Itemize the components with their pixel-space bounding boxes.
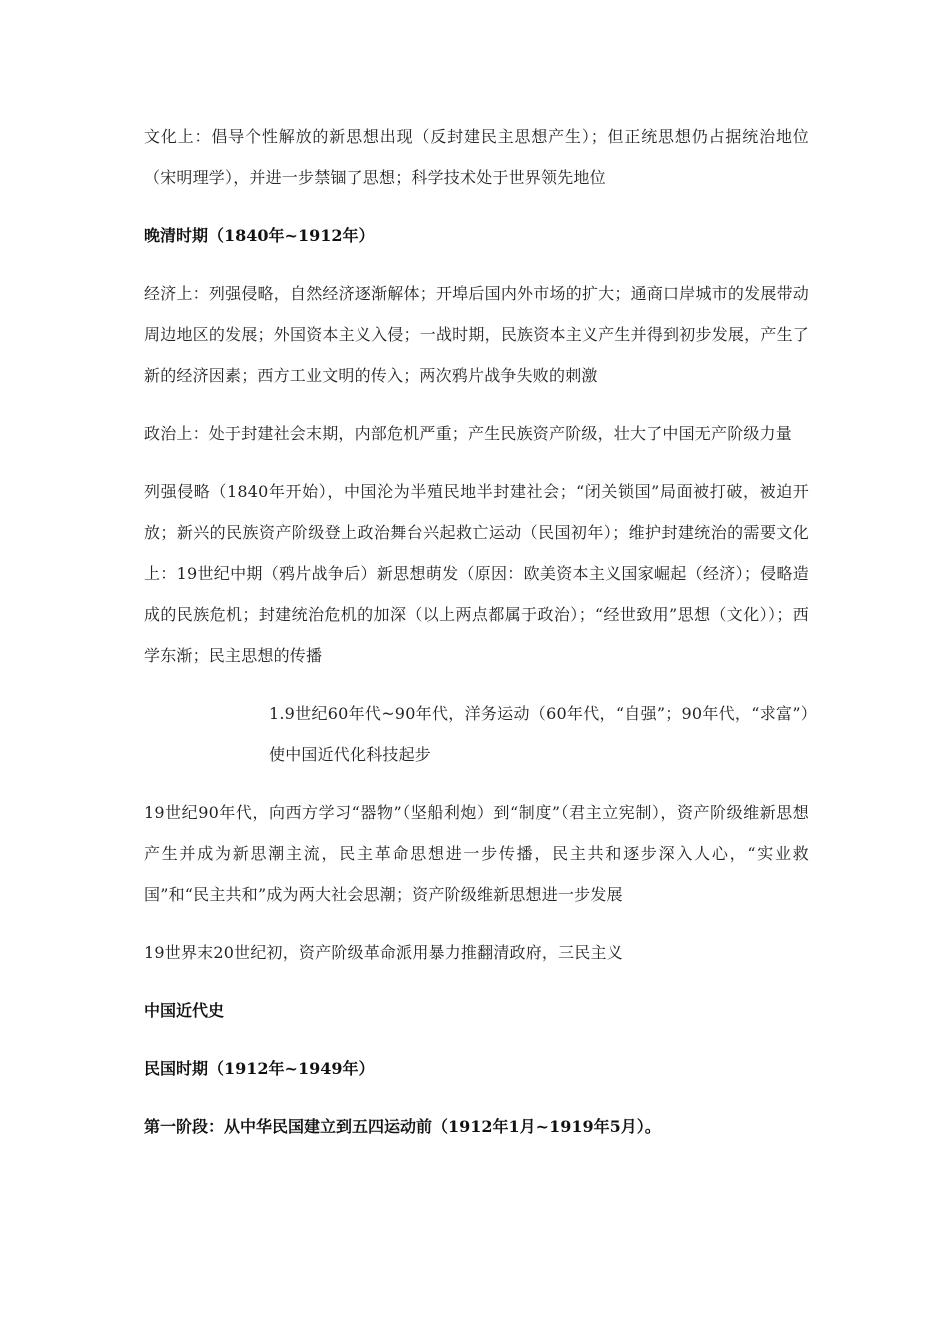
culture-paragraph: 文化上：倡导个性解放的新思想出现（反封建民主思想产生）；但正统思想仍占据统治地位（宋明理学），并进一步禁锢了思想；科学技术处于世界领先地位 (144, 127, 809, 187)
politics-paragraph: 政治上：处于封建社会末期，内部危机严重；产生民族资产阶级，壮大了中国无产阶级力量 (144, 424, 793, 443)
revolution-paragraph: 19世界末20世纪初，资产阶级革命派用暴力推翻清政府，三民主义 (144, 943, 623, 962)
section-heading-first-stage: 第一阶段：从中华民国建立到五四运动前（1912年1月~1919年5月）。 (144, 1117, 661, 1136)
self-strengthening-paragraph: 1.9世纪60年代~90年代，洋务运动（60年代，“自强”；90年代，“求富”）使中国近代化科技起步 (269, 704, 809, 764)
reform-paragraph: 19世纪90年代，向西方学习“器物”（坚船利炮）到“制度”（君主立宪制），资产阶级维新思想产生并成为新思潮主流，民主革命思想进一步传播，民主共和逐步深入人心，“实业救国”和“民主共和”成为两大社会思潮；资产阶级维新思想进一步发展 (144, 803, 809, 904)
section-heading-modern-history: 中国近代史 (144, 1001, 225, 1020)
section-heading-late-qing: 晚清时期（1840年~1912年） (144, 226, 375, 245)
invasion-paragraph: 列强侵略（1840年开始），中国沦为半殖民地半封建社会；“闭关锁国”局面被打破，被迫开放；新兴的民族资产阶级登上政治舞台兴起救亡运动（民国初年）；维护封建统治的需要文化上：19世纪中期（鸦片战争后）新思想萌发（原因：欧美资本主义国家崛起（经济）；侵略造成的民族危机；封建统治危机的加深（以上两点都属于政治）；“经世致用”思想（文化））；西学东渐；民主思想的传播 (144, 482, 809, 665)
document-page (144, 116, 809, 1164)
section-heading-republic: 民国时期（1912年~1949年） (144, 1059, 375, 1078)
economy-paragraph: 经济上：列强侵略，自然经济逐渐解体；开埠后国内外市场的扩大；通商口岸城市的发展带动周边地区的发展；外国资本主义入侵；一战时期，民族资本主义产生并得到初步发展，产生了新的经济因素；西方工业文明的传入；两次鸦片战争失败的刺激 (144, 284, 809, 385)
